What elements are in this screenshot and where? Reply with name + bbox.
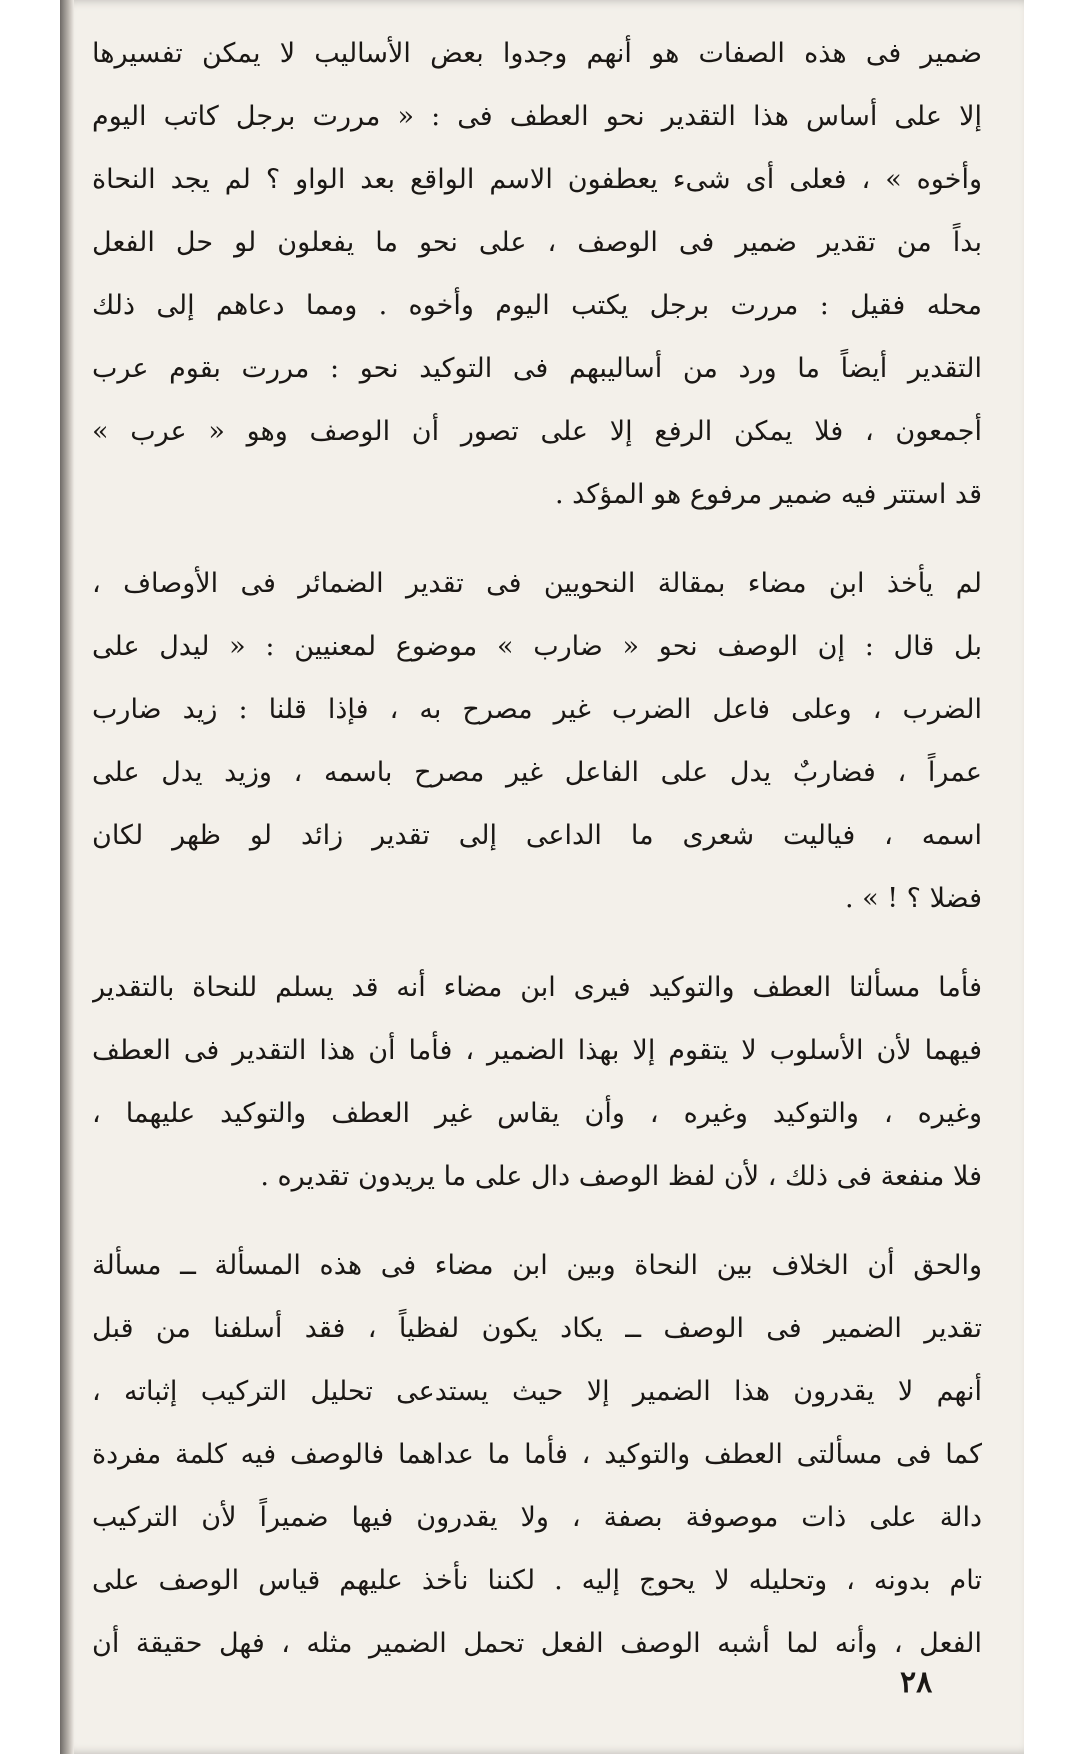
text-line: عمراً ، فضاربٌ يدل على الفاعل غير مصرح باسمه ، وزيد يدل على (92, 757, 982, 788)
paragraph-4 (92, 1234, 982, 1675)
text-line: أنهم لا يقدرون هذا الضمير إلا حيث يستدعى تحليل التركيب إثباته ، (92, 1376, 982, 1407)
paragraph-2 (92, 552, 982, 930)
text-line: فيهما لأن الأسلوب لا يتقوم إلا بهذا الضمير ، فأما أن هذا التقدير فى العطف (92, 1035, 982, 1066)
paragraph-gap (92, 1208, 982, 1234)
text-line: وغيره ، والتوكيد وغيره ، وأن يقاس غير العطف والتوكيد عليهما ، (92, 1098, 982, 1129)
text-line: تام بدونه ، وتحليله لا يحوج إليه . لكننا نأخذ عليهم قياس الوصف على (92, 1565, 982, 1596)
text-line: بل قال : إن الوصف نحو « ضارب » موضوع لمعنيين : « ليدل على (92, 631, 982, 662)
text-line: اسمه ، فياليت شعرى ما الداعى إلى تقدير زائد لو ظهر لكان (92, 820, 982, 851)
paragraph-gap (92, 526, 982, 552)
text-line: الفعل ، وأنه لما أشبه الوصف الفعل تحمل الضمير مثله ، فهل حقيقة أن (92, 1628, 982, 1659)
text-line: محله فقيل : مررت برجل يكتب اليوم وأخوه . ومما دعاهم إلى ذلك (92, 290, 982, 321)
text-line: أجمعون ، فلا يمكن الرفع إلا على تصور أن الوصف وهو « عرب » (92, 416, 982, 447)
text-line: تقدير الضمير فى الوصف ــ يكاد يكون لفظياً ، فقد أسلفنا من قبل (92, 1313, 982, 1344)
text-line: وأخوه » ، فعلى أى شىء يعطفون الاسم الواقع بعد الواو ؟ لم يجد النحاة (92, 164, 982, 195)
text-line: ضمير فى هذه الصفات هو أنهم وجدوا بعض الأساليب لا يمكن تفسيرها (92, 38, 982, 69)
paragraph-gap (92, 930, 982, 956)
text-line: التقدير أيضاً ما ورد من أساليبهم فى التوكيد نحو : مررت بقوم عرب (92, 353, 982, 384)
text-line: قد استتر فيه ضمير مرفوع هو المؤكد . (555, 479, 982, 510)
paragraph-1 (92, 22, 982, 526)
text-line: إلا على أساس هذا التقدير نحو العطف فى : « مررت برجل كاتب اليوم (92, 101, 982, 132)
book-spine-shadow (60, 0, 74, 1754)
text-line: فأما مسألتا العطف والتوكيد فيرى ابن مضاء أنه قد يسلم للنحاة بالتقدير (92, 972, 982, 1003)
text-line: فضلا ؟ ! » . (844, 883, 982, 914)
text-line: فلا منفعة فى ذلك ، لأن لفظ الوصف دال على ما يريدون تقديره . (260, 1161, 982, 1192)
paragraph-3 (92, 956, 982, 1208)
text-line: كما فى مسألتى العطف والتوكيد ، فأما ما عداهما فالوصف فيه كلمة مفردة (92, 1439, 982, 1470)
page-body-text (92, 22, 982, 1675)
text-line: الضرب ، وعلى فاعل الضرب غير مصرح به ، فإذا قلنا : زيد ضارب (92, 694, 982, 725)
page-number: ٢٨ (900, 1665, 933, 1700)
text-line: والحق أن الخلاف بين النحاة وبين ابن مضاء فى هذه المسألة ــ مسألة (92, 1250, 982, 1281)
text-line: دالة على ذات موصوفة بصفة ، ولا يقدرون فيها ضميراً لأن التركيب (92, 1502, 982, 1533)
text-line: لم يأخذ ابن مضاء بمقالة النحويين فى تقدير الضمائر فى الأوصاف ، (92, 568, 982, 599)
text-line: بداً من تقدير ضمير فى الوصف ، على نحو ما يفعلون لو حل الفعل (92, 227, 982, 258)
